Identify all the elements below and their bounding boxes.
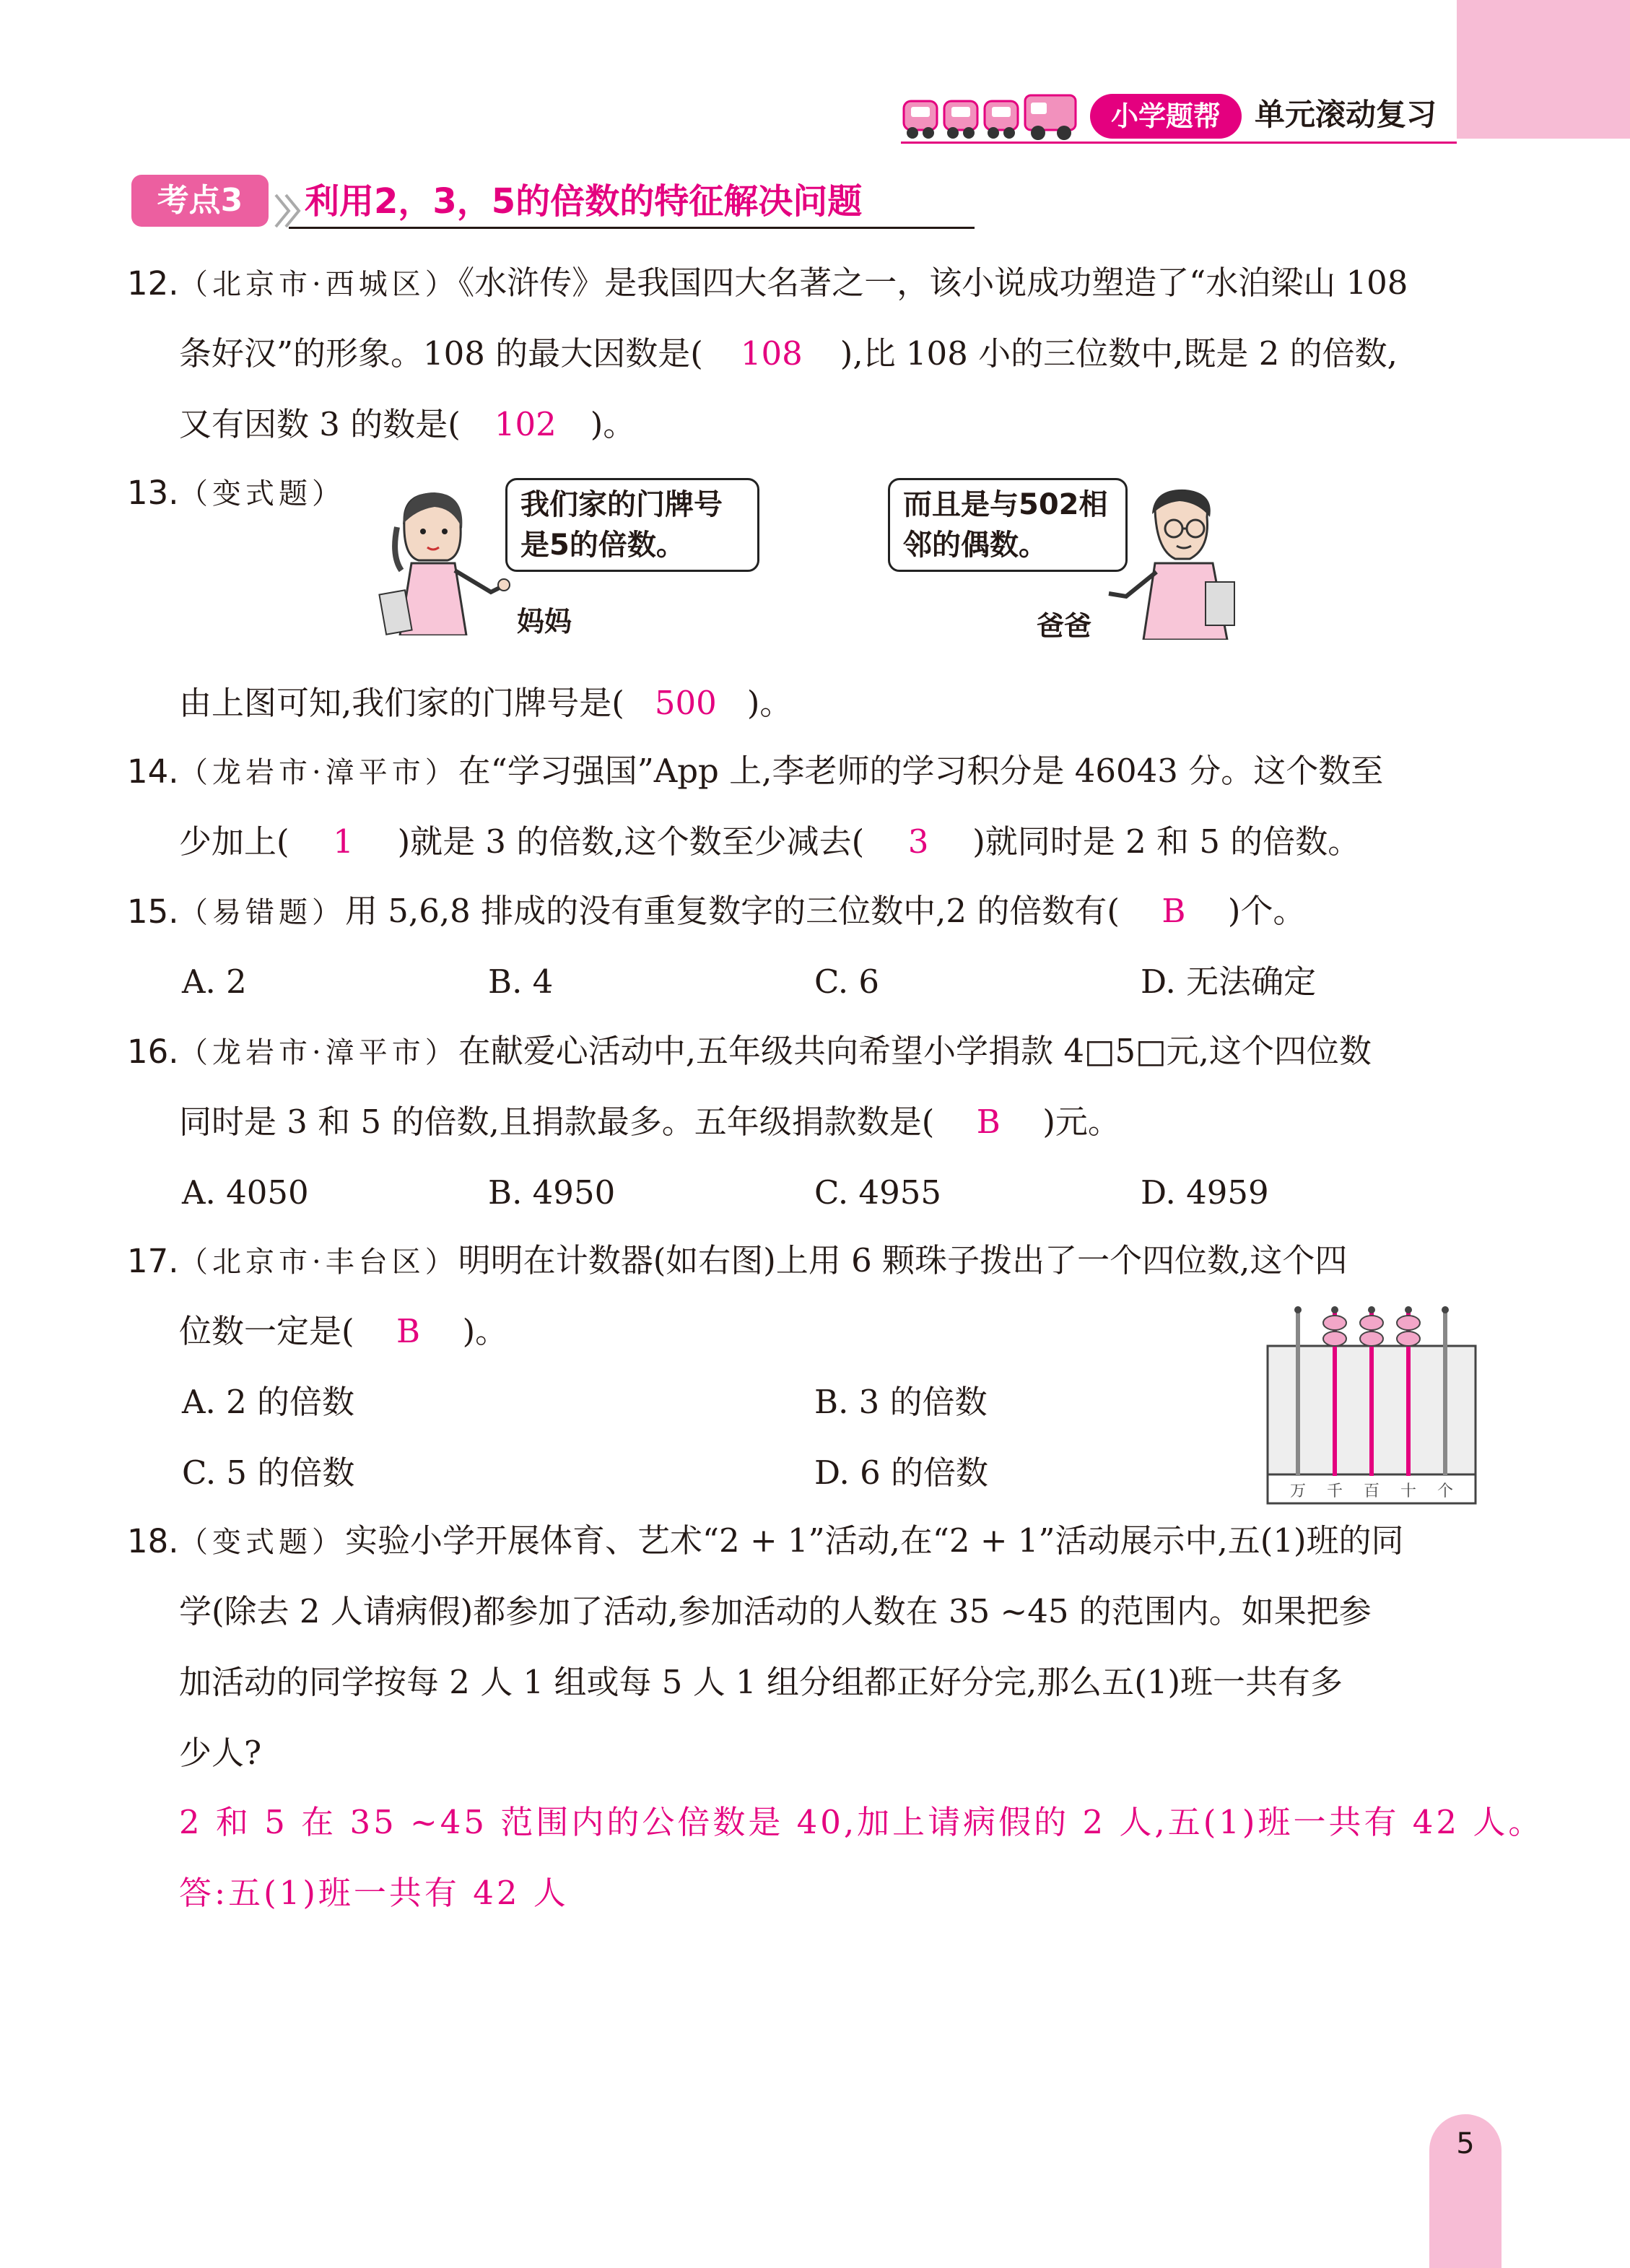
abacus-rod-cap [1405,1306,1412,1313]
mom-speech-bubble: 我们家的门牌号是5的倍数。 [505,478,759,572]
abacus-label-ge: 个 [1437,1482,1454,1500]
q18-source: （变式题） [179,1526,345,1559]
mom-label: 妈妈 [517,606,572,638]
q14-text2b: )就是 3 的倍数,这个数至少减去( [397,822,865,861]
q17-source: （北京市·丰台区） [179,1246,458,1279]
q12-text2b: ),比 108 小的三位数中,既是 2 的倍数, [840,334,1398,373]
header-corner-tab [1457,0,1630,139]
q15-text-a: 用 5,6,8 排成的没有重复数字的三位数中,2 的倍数有( [345,892,1120,930]
q16-option-b: B. 4950 [488,1173,616,1212]
abacus-bead [1397,1331,1420,1346]
abacus-label-wan: 万 [1289,1482,1307,1500]
mom-illustration [375,491,513,635]
abacus-bead [1323,1331,1346,1346]
brand-badge: 小学题帮 [1090,94,1242,139]
q12-source: （北京市·西城区） [179,268,458,301]
q12-answer2: 102 [494,405,557,443]
q17-option-c: C. 5 的倍数 [182,1454,355,1492]
q16-answer: B [976,1103,1001,1141]
abacus-label-qian: 千 [1326,1482,1343,1500]
q16-line2 [179,1100,1120,1144]
q18-text1: 实验小学开展体育、艺术“2 + 1”活动,在“2 + 1”活动展示中,五(1)班的同 [345,1521,1404,1560]
q12-text3b: )。 [590,405,636,443]
q17-text2b: )。 [462,1312,508,1350]
q17-line1 [179,1239,1347,1284]
q13-source-line [179,471,345,516]
q17-option-b: B. 3 的倍数 [814,1383,988,1421]
q16-text2a: 同时是 3 和 5 的倍数,且捐款最多。五年级捐款数是( [179,1103,935,1141]
q12-answer1: 108 [740,334,803,373]
page-number: 5 [1456,2127,1475,2160]
q17-text1: 明明在计数器(如右图)上用 6 颗珠子拨出了一个四位数,这个四 [458,1241,1348,1279]
abacus-rod-cap [1294,1306,1302,1313]
q12-line2 [179,332,1398,375]
q15-answer: B [1162,892,1186,930]
abacus-bead [1360,1331,1383,1346]
q17-option-d: D. 6 的倍数 [814,1454,989,1492]
q17-option-a: A. 2 的倍数 [182,1383,355,1421]
question-number: 17. [127,1242,179,1280]
q15-line1 [179,890,1305,934]
q13-text-b: )。 [746,684,793,722]
train-icon [901,85,1081,143]
q18-line3: 加活动的同学按每 2 人 1 组或每 5 人 1 组分组都正好分完,那么五(1)班一共有多 [179,1663,1343,1701]
abacus-label-bai: 百 [1363,1482,1380,1500]
q13-answer: 500 [654,684,717,722]
q13-answer-line [179,682,792,725]
q14-line1 [179,750,1383,794]
question-number: 15. [127,892,179,931]
q18-line1 [179,1519,1404,1564]
dad-illustration [1104,488,1249,640]
topic-underline [289,227,975,229]
q14-text2c: )就同时是 2 和 5 的倍数。 [972,822,1361,861]
q14-text1: 在“学习强国”App 上,李老师的学习积分是 46043 分。这个数至 [458,752,1384,790]
abacus-rod-cap [1368,1306,1375,1313]
q16-source: （龙岩市·漳平市） [179,1036,458,1069]
abacus-rod-cap [1442,1306,1449,1313]
abacus-rod-cap [1331,1306,1338,1313]
q18-answer-line2: 答:五(1)班一共有 42 人 [179,1874,569,1912]
q14-line2 [179,820,1360,864]
question-number: 16. [127,1033,179,1071]
q14-source: （龙岩市·漳平市） [179,756,458,789]
q14-answer1: 1 [333,822,354,861]
q13-text-a: 由上图可知,我们家的门牌号是( [179,684,624,722]
q15-text-b: )个。 [1227,892,1306,930]
q16-line1 [179,1030,1372,1074]
question-number: 12. [127,264,179,303]
q12-text3a: 又有因数 3 的数是( [179,405,461,443]
q16-text1: 在献爱心活动中,五年级共向希望小学捐款 4□5□元,这个四位数 [458,1032,1372,1070]
q15-source: （易错题） [179,896,345,929]
abacus-bead [1360,1316,1383,1330]
q16-option-d: D. 4959 [1141,1173,1269,1212]
abacus-label-shi: 十 [1400,1482,1417,1500]
q16-option-c: C. 4955 [814,1173,941,1212]
question-number: 13. [127,474,179,512]
topic-badge: 考点3 [131,175,269,227]
dad-label: 爸爸 [1037,610,1092,642]
q17-line2 [179,1310,507,1353]
q12-text1: 《水浒传》是我国四大名著之一，该小说成功塑造了“水泊梁山 108 [458,264,1408,302]
q14-answer2: 3 [907,822,929,861]
q17-text2a: 位数一定是( [179,1312,354,1350]
q17-answer: B [396,1312,421,1350]
q15-option-c: C. 6 [814,963,880,1001]
topic-title: 利用2，3，5的倍数的特征解决问题 [305,181,863,222]
abacus-bead [1323,1316,1346,1330]
q12-line1 [179,261,1408,306]
q18-line2: 学(除去 2 人请病假)都参加了活动,参加活动的人数在 35 ~45 的范围内。如果把参 [179,1592,1372,1630]
q16-text2b: )元。 [1042,1103,1120,1141]
q12-line3 [179,403,635,446]
q15-option-b: B. 4 [488,963,554,1001]
q15-option-a: A. 2 [182,963,247,1001]
q12-text2a: 条好汉”的形象。108 的最大因数是( [179,334,703,373]
dad-speech-bubble: 而且是与502相邻的偶数。 [888,478,1128,572]
section-label: 单元滚动复习 [1255,97,1437,132]
q15-option-d: D. 无法确定 [1141,963,1317,1001]
q14-text2a: 少加上( [179,822,289,861]
q18-answer-line1: 2 和 5 在 35 ~45 范围内的公倍数是 40,加上请病假的 2 人,五(1)班一共有 42 人。 [179,1803,1544,1841]
header-underline [901,142,1457,144]
q13-source: （变式题） [179,477,345,510]
question-number: 14. [127,752,179,791]
abacus-figure [1263,1303,1480,1505]
question-number: 18. [127,1522,179,1560]
q16-option-a: A. 4050 [182,1173,309,1212]
abacus-bead [1397,1316,1420,1330]
q18-line4: 少人? [179,1734,262,1772]
